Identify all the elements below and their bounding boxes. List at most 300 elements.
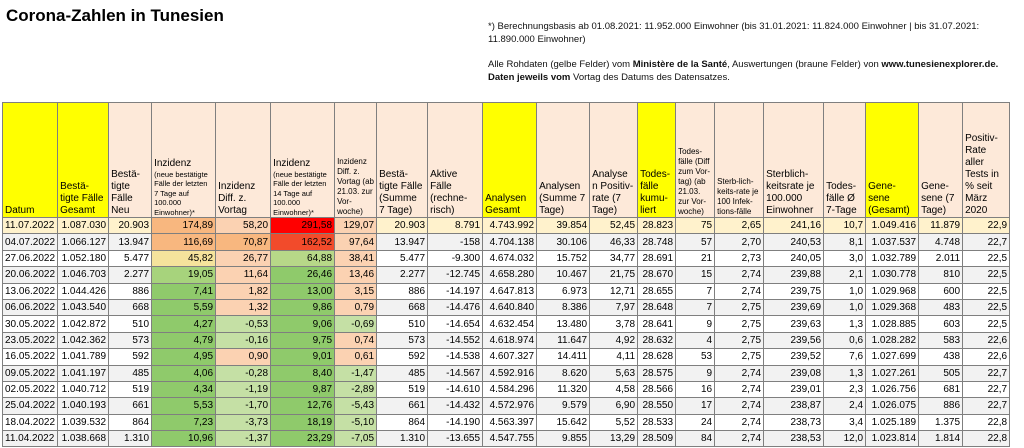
date-cell: 06.06.2022 — [3, 299, 58, 315]
table-cell: 2,70 — [715, 234, 764, 250]
table-cell: 9 — [676, 365, 715, 381]
table-cell: 4.704.138 — [483, 234, 537, 250]
table-cell: 239,08 — [764, 365, 824, 381]
table-cell: 3,15 — [335, 283, 377, 299]
table-cell: 9,75 — [271, 332, 335, 348]
table-cell: 21 — [676, 250, 715, 266]
table-cell: -0,16 — [216, 332, 271, 348]
column-header: Analyse n Positiv-rate (7 Tage) — [590, 103, 638, 218]
table-cell: 22,5 — [963, 316, 1010, 332]
table-cell: 53 — [676, 349, 715, 365]
table-cell: 84 — [676, 431, 715, 447]
table-cell: 6,90 — [590, 398, 638, 414]
table-cell: 6.973 — [537, 283, 590, 299]
table-cell: 28.670 — [638, 267, 676, 283]
table-cell: 1.026.075 — [866, 398, 919, 414]
table-cell: 1.052.180 — [58, 250, 109, 266]
table-cell: 7 — [676, 299, 715, 315]
column-header: Bestä-tigte Fälle Gesamt — [58, 103, 109, 218]
column-header: Todes-fälle Ø 7-Tage — [824, 103, 866, 218]
date-cell: 27.06.2022 — [3, 250, 58, 266]
table-cell: 116,69 — [152, 234, 216, 250]
table-cell: 34,77 — [590, 250, 638, 266]
table-cell: 26,46 — [271, 267, 335, 283]
table-cell: 45,82 — [152, 250, 216, 266]
table-cell: 10,96 — [152, 431, 216, 447]
source-text-post: Vortag des Datums des Datensatzes. — [570, 72, 730, 83]
table-cell: 7,41 — [152, 283, 216, 299]
table-cell: 1.027.699 — [866, 349, 919, 365]
column-header: Analysen Gesamt — [483, 103, 537, 218]
table-cell: 239,52 — [764, 349, 824, 365]
table-cell: 239,56 — [764, 332, 824, 348]
table-cell: 10.467 — [537, 267, 590, 283]
table-cell: -5,43 — [335, 398, 377, 414]
table-cell: 4.640.840 — [483, 299, 537, 315]
table-cell: 1.028.282 — [866, 332, 919, 348]
table-cell: 510 — [377, 316, 428, 332]
table-cell: 22,5 — [963, 250, 1010, 266]
table-cell: 28.641 — [638, 316, 676, 332]
table-cell: 52,45 — [590, 218, 638, 234]
table-cell: 57 — [676, 234, 715, 250]
date-cell: 25.04.2022 — [3, 398, 58, 414]
table-cell: 12,76 — [271, 398, 335, 414]
table-cell: 2,4 — [824, 398, 866, 414]
table-cell: -2,89 — [335, 381, 377, 397]
table-cell: 2,65 — [715, 218, 764, 234]
table-cell: 28.533 — [638, 414, 676, 430]
table-cell: 2,74 — [715, 267, 764, 283]
table-cell: 1,0 — [824, 299, 866, 315]
table-cell: 240,05 — [764, 250, 824, 266]
table-cell: 19,05 — [152, 267, 216, 283]
table-cell: 28.748 — [638, 234, 676, 250]
table-cell: 8.620 — [537, 365, 590, 381]
table-cell: 0,61 — [335, 349, 377, 365]
table-row — [3, 234, 1010, 250]
table-cell: -13.655 — [428, 431, 483, 447]
table-cell: 681 — [919, 381, 963, 397]
table-cell: 1.040.193 — [58, 398, 109, 414]
column-header: Sterblich-keitsrate je 100.000 Einwohner — [764, 103, 824, 218]
table-cell: 3,78 — [590, 316, 638, 332]
table-cell: 241,16 — [764, 218, 824, 234]
table-cell: 26,77 — [216, 250, 271, 266]
date-cell: 30.05.2022 — [3, 316, 58, 332]
table-cell: 485 — [109, 365, 152, 381]
column-header: Datum — [3, 103, 58, 218]
table-cell: 8,1 — [824, 234, 866, 250]
table-row — [3, 267, 1010, 283]
table-cell: 4.647.813 — [483, 283, 537, 299]
table-cell: 519 — [109, 381, 152, 397]
table-row — [3, 381, 1010, 397]
table-cell: 28.655 — [638, 283, 676, 299]
table-cell: 11.320 — [537, 381, 590, 397]
table-cell: 38,41 — [335, 250, 377, 266]
table-cell: 13.480 — [537, 316, 590, 332]
table-cell: -14.432 — [428, 398, 483, 414]
table-cell: 2,74 — [715, 431, 764, 447]
table-cell: -7,05 — [335, 431, 377, 447]
column-header: Inzidenz Diff. z. Vortag — [216, 103, 271, 218]
table-cell: 1.038.668 — [58, 431, 109, 447]
table-cell: 39.854 — [537, 218, 590, 234]
table-header-row — [3, 103, 1010, 218]
table-cell: 1.044.426 — [58, 283, 109, 299]
table-cell: 4.618.974 — [483, 332, 537, 348]
table-cell: 438 — [919, 349, 963, 365]
table-cell: 28.509 — [638, 431, 676, 447]
table-cell: 1.041.789 — [58, 349, 109, 365]
table-cell: 70,87 — [216, 234, 271, 250]
column-header: Gene-sene (Gesamt) — [866, 103, 919, 218]
column-header: Aktive Fälle (rechne-risch) — [428, 103, 483, 218]
table-cell: 1.043.540 — [58, 299, 109, 315]
table-cell: 1.026.756 — [866, 381, 919, 397]
date-cell: 16.05.2022 — [3, 349, 58, 365]
table-cell: 22,7 — [963, 398, 1010, 414]
table-cell: 668 — [377, 299, 428, 315]
table-cell: 240,53 — [764, 234, 824, 250]
table-cell: 23,29 — [271, 431, 335, 447]
table-cell: 9,06 — [271, 316, 335, 332]
table-cell: 1.310 — [109, 431, 152, 447]
table-cell: 28.691 — [638, 250, 676, 266]
table-cell: 9 — [676, 316, 715, 332]
table-cell: 28.823 — [638, 218, 676, 234]
table-cell: 661 — [109, 398, 152, 414]
table-cell: 1,3 — [824, 316, 866, 332]
table-cell: 18,19 — [271, 414, 335, 430]
table-cell: 97,64 — [335, 234, 377, 250]
table-cell: 5,52 — [590, 414, 638, 430]
table-cell: 4,92 — [590, 332, 638, 348]
table-cell: 22,6 — [963, 349, 1010, 365]
table-cell: 22,5 — [963, 267, 1010, 283]
table-cell: -1,19 — [216, 381, 271, 397]
table-cell: 291,58 — [271, 218, 335, 234]
table-cell: -0,69 — [335, 316, 377, 332]
table-cell: 15.642 — [537, 414, 590, 430]
table-row — [3, 398, 1010, 414]
column-header: Bestä-tigte Fälle (Summe 7 Tage) — [377, 103, 428, 218]
column-header — [271, 103, 335, 218]
date-cell: 09.05.2022 — [3, 365, 58, 381]
table-row — [3, 365, 1010, 381]
table-cell: 2,75 — [715, 332, 764, 348]
source-text-bold: Daten jeweils vom — [488, 72, 571, 83]
table-cell: 4,95 — [152, 349, 216, 365]
table-row — [3, 283, 1010, 299]
table-cell: 239,69 — [764, 299, 824, 315]
table-cell: 10,7 — [824, 218, 866, 234]
date-cell: 02.05.2022 — [3, 381, 58, 397]
table-cell: 28.628 — [638, 349, 676, 365]
table-cell: -14.190 — [428, 414, 483, 430]
table-cell: 11.879 — [919, 218, 963, 234]
table-cell: 22,7 — [963, 234, 1010, 250]
table-cell: 239,01 — [764, 381, 824, 397]
column-header: Sterb-lich-keits-rate je 100 Infek-tions-fälle — [715, 103, 764, 218]
table-cell: 3,0 — [824, 250, 866, 266]
date-cell: 18.04.2022 — [3, 414, 58, 430]
table-cell: 0,90 — [216, 349, 271, 365]
table-cell: 4.563.397 — [483, 414, 537, 430]
table-cell: 1.027.261 — [866, 365, 919, 381]
table-cell: 4.743.992 — [483, 218, 537, 234]
source-text-mid: , Auswertungen (braune Felder) von — [727, 59, 882, 70]
table-row — [3, 349, 1010, 365]
table-cell: 519 — [377, 381, 428, 397]
table-cell: 603 — [919, 316, 963, 332]
table-cell: 2,3 — [824, 381, 866, 397]
table-cell: 2.277 — [109, 267, 152, 283]
table-cell: 239,88 — [764, 267, 824, 283]
table-row — [3, 218, 1010, 234]
table-cell: -14.610 — [428, 381, 483, 397]
column-header: Gene-sene (7 Tage) — [919, 103, 963, 218]
table-cell: 64,88 — [271, 250, 335, 266]
table-cell: 15.752 — [537, 250, 590, 266]
table-cell: 4,06 — [152, 365, 216, 381]
table-cell: 1.046.703 — [58, 267, 109, 283]
column-header: Analysen (Summe 7 Tage) — [537, 103, 590, 218]
table-cell: 28.575 — [638, 365, 676, 381]
table-cell: 1.310 — [377, 431, 428, 447]
table-cell: 4,58 — [590, 381, 638, 397]
table-cell: 162,52 — [271, 234, 335, 250]
source-text-pre: Alle Rohdaten (gelbe Felder) vom — [488, 59, 633, 70]
table-cell: 13.947 — [377, 234, 428, 250]
table-cell: 2.011 — [919, 250, 963, 266]
date-cell: 11.07.2022 — [3, 218, 58, 234]
table-cell: 2,74 — [715, 381, 764, 397]
table-cell: 30.106 — [537, 234, 590, 250]
table-cell: 886 — [377, 283, 428, 299]
table-cell: 4,11 — [590, 349, 638, 365]
table-cell: 1.025.189 — [866, 414, 919, 430]
table-cell: 2,1 — [824, 267, 866, 283]
table-cell: -3,73 — [216, 414, 271, 430]
table-cell: 9.855 — [537, 431, 590, 447]
table-cell: 7,6 — [824, 349, 866, 365]
table-cell: 8.386 — [537, 299, 590, 315]
table-cell: 1.041.197 — [58, 365, 109, 381]
table-cell: 4,27 — [152, 316, 216, 332]
table-cell: 238,73 — [764, 414, 824, 430]
table-cell: 13,29 — [590, 431, 638, 447]
table-cell: 592 — [109, 349, 152, 365]
table-cell: 1.032.789 — [866, 250, 919, 266]
table-cell: 11,64 — [216, 267, 271, 283]
column-header — [152, 103, 216, 218]
table-cell: 16 — [676, 381, 715, 397]
table-cell: 1.039.532 — [58, 414, 109, 430]
date-cell: 20.06.2022 — [3, 267, 58, 283]
table-cell: -14.476 — [428, 299, 483, 315]
table-cell: 4.632.454 — [483, 316, 537, 332]
source-website-link[interactable]: www.tunesienexplorer.de. — [881, 59, 999, 70]
table-cell: 9,01 — [271, 349, 335, 365]
table-cell: 2,75 — [715, 299, 764, 315]
table-cell: 2,74 — [715, 398, 764, 414]
table-cell: -5,10 — [335, 414, 377, 430]
table-cell: 20.903 — [377, 218, 428, 234]
table-cell: 1,82 — [216, 283, 271, 299]
table-cell: 129,07 — [335, 218, 377, 234]
table-cell: 1.814 — [919, 431, 963, 447]
table-cell: 28.632 — [638, 332, 676, 348]
table-cell: 4.547.755 — [483, 431, 537, 447]
column-header-subtext: (neue bestätigte Fälle der letzten 7 Tage auf 100.000 Einwohner)* — [154, 169, 208, 217]
table-cell: 864 — [109, 414, 152, 430]
table-cell: 1.066.127 — [58, 234, 109, 250]
column-header-label: Inzidenz — [154, 157, 192, 169]
table-cell: 239,75 — [764, 283, 824, 299]
table-cell: 0,79 — [335, 299, 377, 315]
population-basis-note: *) Berechnungsbasis ab 01.08.2021: 11.952.000 Einwohner (bis 31.01.2021: 11.824.000 Einwohner | bis 31.07.2021: 11.890.000 Einwohner) — [488, 21, 980, 45]
table-cell: 12,0 — [824, 431, 866, 447]
data-source-note — [488, 58, 1016, 84]
table-cell: 4.658.280 — [483, 267, 537, 283]
table-cell: 9,86 — [271, 299, 335, 315]
table-row — [3, 414, 1010, 430]
table-cell: 4,79 — [152, 332, 216, 348]
table-cell: 1.375 — [919, 414, 963, 430]
table-cell: 46,33 — [590, 234, 638, 250]
table-cell: 592 — [377, 349, 428, 365]
table-cell: 510 — [109, 316, 152, 332]
table-cell: 4.584.296 — [483, 381, 537, 397]
table-cell: 8,40 — [271, 365, 335, 381]
table-cell: 505 — [919, 365, 963, 381]
table-cell: 485 — [377, 365, 428, 381]
table-cell: -14.552 — [428, 332, 483, 348]
table-cell: 3,4 — [824, 414, 866, 430]
table-cell: 2,75 — [715, 349, 764, 365]
table-cell: 58,20 — [216, 218, 271, 234]
page-title: Corona-Zahlen in Tunesien — [6, 6, 224, 25]
table-cell: 75 — [676, 218, 715, 234]
table-cell: 1.030.778 — [866, 267, 919, 283]
table-cell: -14.654 — [428, 316, 483, 332]
table-cell: 238,87 — [764, 398, 824, 414]
column-header: Bestä-tigte Fälle Neu — [109, 103, 152, 218]
table-cell: 2,74 — [715, 365, 764, 381]
table-cell: 28.550 — [638, 398, 676, 414]
table-cell: 9,87 — [271, 381, 335, 397]
table-body — [3, 218, 1010, 447]
table-cell: 4.607.327 — [483, 349, 537, 365]
table-cell: 174,89 — [152, 218, 216, 234]
table-cell: 4.674.032 — [483, 250, 537, 266]
table-cell: 22,7 — [963, 381, 1010, 397]
table-cell: -0,53 — [216, 316, 271, 332]
source-ministry: Ministère de la Santé — [632, 59, 728, 70]
table-cell: 1.028.885 — [866, 316, 919, 332]
table-cell: 28.648 — [638, 299, 676, 315]
date-cell: 23.05.2022 — [3, 332, 58, 348]
table-cell: 8.791 — [428, 218, 483, 234]
table-cell: 2,73 — [715, 250, 764, 266]
table-cell: 22,6 — [963, 332, 1010, 348]
table-cell: 1.049.416 — [866, 218, 919, 234]
table-row — [3, 332, 1010, 348]
table-cell: 1.029.968 — [866, 283, 919, 299]
table-cell: 2,75 — [715, 316, 764, 332]
table-cell: 0,6 — [824, 332, 866, 348]
table-cell: 2,74 — [715, 414, 764, 430]
table-cell: 1.023.814 — [866, 431, 919, 447]
table-cell: 4.748 — [919, 234, 963, 250]
corona-data-table — [2, 102, 1010, 447]
table-cell: 2,74 — [715, 283, 764, 299]
table-cell: 22,8 — [963, 414, 1010, 430]
date-cell: 04.07.2022 — [3, 234, 58, 250]
column-header: Todes-fälle (Diff zum Vor-tag) (ab 21.03. zur Vor-woche) — [676, 103, 715, 218]
date-cell: 11.04.2022 — [3, 431, 58, 447]
table-cell: 4 — [676, 332, 715, 348]
table-cell: 573 — [377, 332, 428, 348]
table-row — [3, 316, 1010, 332]
table-cell: 5,53 — [152, 398, 216, 414]
table-cell: 1,3 — [824, 365, 866, 381]
table-cell: 15 — [676, 267, 715, 283]
table-cell: -14.567 — [428, 365, 483, 381]
table-cell: 1.040.712 — [58, 381, 109, 397]
table-cell: 20.903 — [109, 218, 152, 234]
table-cell: 5,59 — [152, 299, 216, 315]
table-cell: 1,0 — [824, 283, 866, 299]
table-cell: 14.411 — [537, 349, 590, 365]
table-cell: 1.037.537 — [866, 234, 919, 250]
table-cell: 11.647 — [537, 332, 590, 348]
table-cell: 22,8 — [963, 431, 1010, 447]
table-cell: 9.579 — [537, 398, 590, 414]
column-header: Todes-fälle kumu-liert — [638, 103, 676, 218]
table-cell: 21,75 — [590, 267, 638, 283]
table-cell: 0,74 — [335, 332, 377, 348]
table-cell: 5.477 — [377, 250, 428, 266]
table-cell: 13.947 — [109, 234, 152, 250]
table-cell: 12,71 — [590, 283, 638, 299]
table-cell: 886 — [109, 283, 152, 299]
table-cell: 1,32 — [216, 299, 271, 315]
table-cell: -1,47 — [335, 365, 377, 381]
table-cell: -0,28 — [216, 365, 271, 381]
table-cell: 28.566 — [638, 381, 676, 397]
table-cell: 1.087.030 — [58, 218, 109, 234]
table-cell: 17 — [676, 398, 715, 414]
table-cell: 483 — [919, 299, 963, 315]
table-cell: 7,97 — [590, 299, 638, 315]
column-header: Inzidenz Diff. z. Vortag (ab 21.03. zur Vor-woche) — [335, 103, 377, 218]
table-cell: 5.477 — [109, 250, 152, 266]
table-cell: 1.042.362 — [58, 332, 109, 348]
table-cell: 886 — [919, 398, 963, 414]
table-cell: 661 — [377, 398, 428, 414]
table-cell: -14.197 — [428, 283, 483, 299]
table-cell: 583 — [919, 332, 963, 348]
table-cell: 600 — [919, 283, 963, 299]
table-cell: 4.592.916 — [483, 365, 537, 381]
table-cell: 22,9 — [963, 218, 1010, 234]
table-cell: -1,37 — [216, 431, 271, 447]
table-cell: 2.277 — [377, 267, 428, 283]
date-cell: 13.06.2022 — [3, 283, 58, 299]
